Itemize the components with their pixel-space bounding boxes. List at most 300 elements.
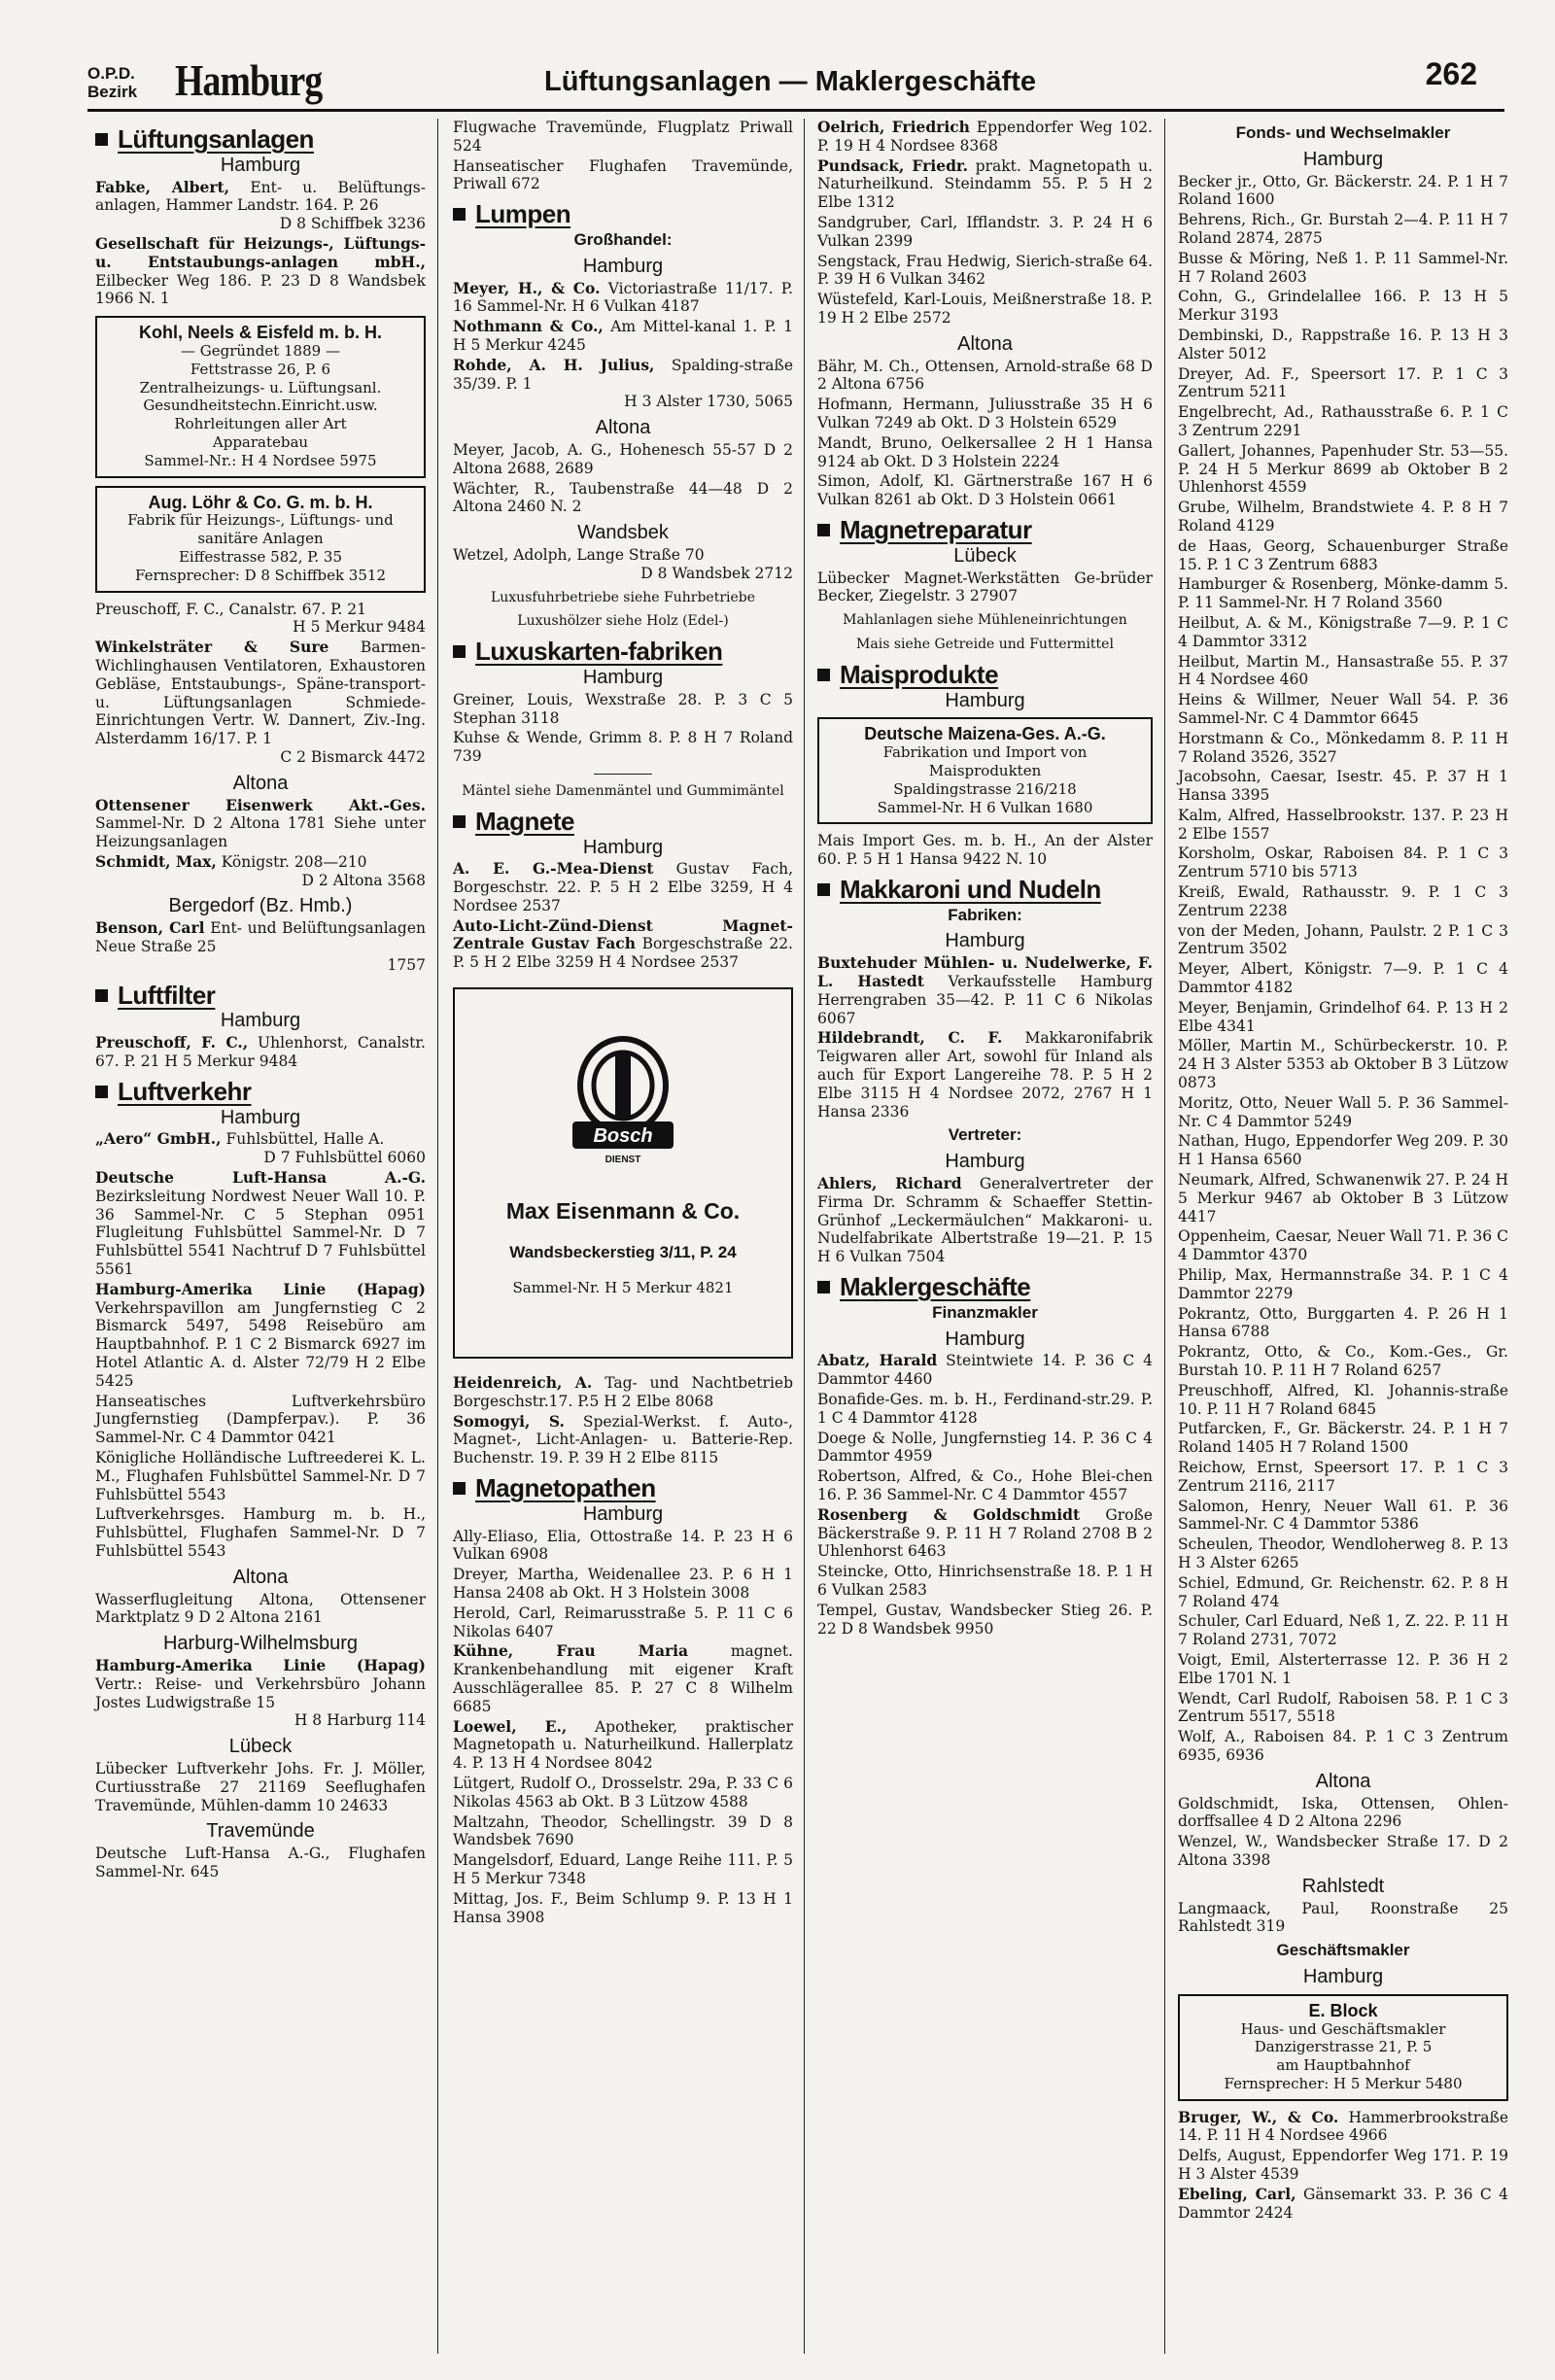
listing-entry (453, 860, 793, 914)
entry-text: Verkaufsstelle Hamburg Herrengraben 35—42. P. 11 C 6 Nikolas 6067 (817, 973, 1153, 1027)
entry-name: A. E. G.-Mea-Dienst (453, 859, 654, 879)
section-bullet (817, 1281, 830, 1293)
entry-text: Apotheker, praktischer Magnetopath u. Naturheilkund. Hallerplatz 4. P. 13 H 4 Nordsee 8042 (453, 1717, 793, 1773)
cross-reference: Mäntel siehe Damenmäntel und Gummimäntel (462, 782, 784, 799)
section-bullet (453, 1482, 466, 1495)
entry-text: Preuschoff, F. C., Canalstr. 67. P. 21 (95, 600, 367, 618)
entry-name: Benson, Carl (95, 918, 205, 938)
entry-text: Mittag, Jos. F., Beim Schlump 9. P. 13 H 1 Hansa 3908 (453, 1889, 793, 1926)
entry-text: magnet. Krankenbehandlung mit eigener Kraft Ausschlägerallee 85. P. 27 C 8 Wilhelm 6685 (453, 1642, 793, 1715)
section-title: Luxuskarten-fabriken (475, 637, 723, 667)
entry-name: Kühne, Frau Maria (453, 1641, 689, 1661)
listing-entry (817, 291, 1153, 328)
entry-text: Horstmann & Co., Mönkedamm 8. P. 11 H 7 Roland 3526, 3527 (1178, 729, 1508, 766)
entry-text: Greiner, Louis, Wexstraße 28. P. 3 C 5 Stephan 3118 (453, 690, 793, 727)
entry-text: Spezial-Werkst. f. Auto-, Magnet-, Licht-Anlagen- u. Batterie-Rep. Buchenstr. 19. P. 39 H 2 Elbe 8115 (453, 1412, 794, 1467)
city-heading: Hamburg (220, 1010, 301, 1032)
entry-name: Ebeling, Carl, (1178, 2184, 1296, 2203)
entry-text: Kreiß, Ewald, Rathausstr. 9. P. 1 C 3 Zentrum 2238 (1178, 883, 1508, 919)
ad-company-name: Deutsche Maizena-Ges. A.-G. (864, 724, 1106, 744)
entry-text: Schuler, Carl Eduard, Neß 1, Z. 22. P. 11 H 7 Roland 2731, 7072 (1178, 1612, 1508, 1649)
advertisement-box (1178, 1994, 1508, 2101)
entry-phone: H 3 Alster 1730, 5065 (624, 393, 793, 411)
entry-text: Lübecker Luftverkehr Johs. Fr. J. Möller, Curtiusstraße 27 21169 Seeflughafen Travemünde, Mühlen-damm 10 24633 (95, 1759, 426, 1814)
listing-entry (453, 691, 793, 728)
divider-rule (594, 774, 652, 775)
listing-entry (453, 280, 793, 317)
listing-entry (453, 1413, 793, 1467)
city-heading: Hamburg (1302, 148, 1384, 170)
ad-line: Fabrik für Heizungs-, Lüftungs- und sanitäre Anlagen (127, 511, 394, 548)
listing-entry (1178, 1171, 1508, 1225)
entry-text: Eppendorfer Weg 102. P. 19 H 4 Nordsee 8368 (817, 119, 1153, 155)
listing-entry (817, 253, 1153, 290)
section-heading (817, 514, 1153, 544)
entry-text: Steintwiete 14. P. 36 C 4 Dammtor 4460 (817, 1352, 1153, 1389)
page-number: 262 (1425, 56, 1477, 91)
cross-reference: Mais siehe Getreide und Futtermittel (856, 636, 1114, 652)
ad-line: Spaldingstrasse 216/218 (893, 779, 1077, 798)
entry-phone: H 5 Merkur 9484 (293, 618, 426, 637)
entry-name: Pundsack, Friedr. (817, 155, 969, 175)
subheading: Fonds- und Wechselmakler (1235, 123, 1451, 142)
entry-text: Wetzel, Adolph, Lange Straße 70 (453, 545, 705, 564)
listing-entry (453, 480, 793, 517)
column-4 (1178, 119, 1508, 2224)
column-2 (453, 119, 793, 1928)
listing-entry (1178, 442, 1508, 497)
section-heading (95, 124, 426, 154)
entry-name: Gesellschaft für Heizungs-, Lüftungs- u. Entstaubungs-anlagen mbH., (95, 233, 426, 271)
ad-line: Apparatebau (212, 432, 309, 451)
ad-company-name: Aug. Löhr & Co. G. m. b. H. (148, 492, 373, 512)
entry-name: Heidenreich, A. (453, 1373, 593, 1393)
ad-line: Fernsprecher: D 8 Schiffbek 3512 (135, 566, 386, 584)
section-heading (817, 659, 1153, 689)
listing-entry (1178, 1266, 1508, 1303)
entry-text: Gänsemarkt 33. P. 36 C 4 Dammtor 2424 (1178, 2185, 1508, 2222)
column-1 (95, 119, 426, 1883)
listing-entry (817, 434, 1153, 471)
listing-entry (817, 157, 1153, 212)
subheading: Großhandel: (573, 229, 673, 249)
entry-text: Oppenheim, Caesar, Neuer Wall 71. P. 36 C 4 Dammtor 4370 (1178, 1227, 1508, 1264)
section-bullet (453, 645, 466, 658)
listing-entry (95, 1169, 426, 1279)
listing-entry (1178, 1343, 1508, 1380)
listing-entry (1178, 499, 1508, 535)
entry-text: Flugwache Travemünde, Flugplatz Priwall 524 (453, 119, 793, 155)
listing-entry (453, 1528, 793, 1565)
entry-text: Grube, Wilhelm, Brandstwiete 4. P. 8 H 7 Roland 4129 (1178, 499, 1508, 535)
entry-text: Bähr, M. Ch., Ottensen, Arnold-straße 68 D 2 Altona 6756 (817, 357, 1153, 394)
bosch-phone: Sammel-Nr. H 5 Merkur 4821 (512, 1279, 734, 1297)
listing-entry (817, 832, 1153, 869)
bosch-logo-subtext: DIENST (605, 1155, 641, 1166)
listing-entry (1178, 1728, 1508, 1765)
city-heading: Wandsbek (577, 522, 669, 544)
entry-text: Am Mittel-kanal 1. P. 1 H 5 Merkur 4245 (453, 318, 793, 354)
entry-name: Bruger, W., & Co. (1178, 2107, 1339, 2126)
entry-text: Delfs, August, Eppendorfer Weg 171. P. 19 H 3 Alster 4539 (1178, 2147, 1508, 2184)
listing-entry (1178, 807, 1508, 844)
listing-entry (1178, 922, 1508, 959)
listing-entry (1178, 1612, 1508, 1649)
entry-text: Jacobsohn, Caesar, Isestr. 45. P. 37 H 1 Hansa 3395 (1178, 768, 1508, 805)
ad-company-name: E. Block (1308, 2000, 1378, 2020)
listing-entry (453, 1374, 793, 1411)
listing-entry (1178, 1795, 1508, 1832)
listing-entry (817, 358, 1153, 395)
entry-text: Kalm, Alfred, Hasselbrookstr. 137. P. 23 H 2 Elbe 1557 (1178, 806, 1508, 843)
bosch-emblem-icon (565, 1032, 681, 1178)
city-heading: Altona (1315, 1770, 1371, 1792)
entry-name: Abatz, Harald (817, 1351, 938, 1370)
listing-entry (1178, 575, 1508, 612)
city-heading: Bergedorf (Bz. Hmb.) (168, 895, 353, 917)
entry-text: Eilbecker Weg 186. P. 23 D 8 Wandsbek 1966 N. 1 (95, 271, 426, 308)
listing-entry (453, 357, 793, 411)
entry-text: Ent- und Belüftungsanlagen Neue Straße 25 (95, 919, 426, 956)
entry-name: Ottensener Eisenwerk Akt.-Ges. (95, 795, 426, 814)
district-line-1: O.P.D. (87, 64, 135, 83)
ad-line: Eiffestrasse 582, P. 35 (178, 547, 342, 566)
entry-text: Mais Import Ges. m. b. H., An der Alster 60. P. 5 H 1 Hansa 9422 N. 10 (817, 832, 1153, 869)
entry-text: Uhlenhorst, Canalstr. 67. P. 21 H 5 Merkur 9484 (95, 1034, 426, 1071)
section-heading (95, 980, 426, 1010)
listing-entry (817, 214, 1153, 251)
listing-entry (1178, 1900, 1508, 1937)
entry-text: Nathan, Hugo, Eppendorfer Weg 209. P. 30 H 1 Hansa 6560 (1178, 1132, 1508, 1169)
entry-name: Loewel, E., (453, 1716, 568, 1736)
ad-line: Fabrikation und Import von Maisprodukten (882, 743, 1088, 779)
entry-text: Hamburger & Rosenberg, Mönke-damm 5. P. 11 Sammel-Nr. H 7 Roland 3560 (1178, 575, 1508, 612)
listing-entry (1178, 883, 1508, 920)
ad-line: Sammel-Nr. H 6 Vulkan 1680 (877, 798, 1093, 816)
listing-entry (95, 1657, 426, 1730)
city-heading: Travemünde (206, 1820, 315, 1843)
bosch-company-name: Max Eisenmann & Co. (505, 1197, 741, 1224)
listing-entry (1178, 1574, 1508, 1611)
ad-line: Fettstrasse 26, P. 6 (190, 360, 331, 378)
ad-line: am Hauptbahnhof (1276, 2056, 1410, 2075)
entry-text: Wenzel, W., Wandsbecker Straße 17. D 2 Altona 3398 (1178, 1833, 1508, 1869)
entry-text: von der Meden, Johann, Paulstr. 2 P. 1 C 3 Zentrum 3502 (1178, 921, 1508, 958)
section-bullet (95, 133, 108, 146)
listing-entry (1178, 653, 1508, 690)
entry-text: Königliche Holländische Luftreederei K. L. M., Flughafen Fuhlsbüttel Sammel-Nr. D 7 Fuhlsbüttel 5543 (95, 1449, 426, 1503)
listing-entry (95, 235, 426, 308)
section-bullet (817, 669, 830, 681)
listing-entry (1178, 1094, 1508, 1131)
listing-entry (95, 1034, 426, 1071)
entry-text: Hammerbrookstraße 14. P. 11 H 4 Nordsee 4966 (1178, 2108, 1508, 2145)
listing-entry (817, 1467, 1153, 1504)
entry-name: Deutsche Luft-Hansa A.-G. (95, 1168, 426, 1188)
listing-entry (817, 1602, 1153, 1638)
entry-text: Deutsche Luft-Hansa A.-G., Flughafen Sammel-Nr. 645 (95, 1845, 426, 1880)
section-title: Lumpen (475, 199, 571, 229)
listing-entry (1178, 845, 1508, 881)
section-title: Magnetopathen (475, 1473, 656, 1503)
entry-text: Verkehrspavillon am Jungfernstieg C 2 Bismarck 5497, 5498 Reisebüro am Hauptbahnhof. P. 1 C 2 Bismarck 6927 im Hotel Atlantic A. d. Alster 72/79 H 2 Elbe 5425 (95, 1298, 426, 1390)
entry-text: Voigt, Emil, Alsterterrasse 12. P. 36 H 2 Elbe 1701 N. 1 (1178, 1650, 1508, 1687)
entry-text: Generalvertreter der Firma Dr. Schramm & Schaeffer Stettin-Grünhof „Leckermäulchen“ Makkaroni- u. Nudelfabrikate Albertstraße 19—21. P. 15 H 6 Vulkan 7504 (817, 1175, 1153, 1266)
entry-text: Victoriastraße 11/17. P. 16 Sammel-Nr. H 6 Vulkan 4187 (453, 279, 793, 316)
section-heading (453, 199, 793, 229)
entry-name: Schmidt, Max, (95, 851, 217, 871)
listing-entry (453, 1566, 793, 1603)
subheading: Finanzmakler (932, 1302, 1038, 1322)
bosch-advertisement (453, 987, 793, 1359)
advertisement-box (95, 486, 426, 593)
entry-text: Robertson, Alfred, & Co., Hohe Blei-chen 16. P. 36 Sammel-Nr. C 4 Dammtor 4557 (817, 1467, 1153, 1503)
city-heading: Lübeck (953, 544, 1017, 567)
cross-reference: Luxushölzer siehe Holz (Edel-) (517, 613, 729, 630)
entry-text: Moritz, Otto, Neuer Wall 5. P. 36 Sammel-Nr. C 4 Dammtor 5249 (1178, 1093, 1508, 1130)
bosch-address: Wandsbeckerstieg 3/11, P. 24 (509, 1242, 737, 1261)
entry-text: Langmaack, Paul, Roonstraße 25 Rahlstedt 319 (1178, 1899, 1508, 1936)
entry-name: Hamburg-Amerika Linie (Hapag) (95, 1655, 426, 1674)
entry-text: Sandgruber, Carl, Ifflandstr. 3. P. 24 H 6 Vulkan 2399 (817, 213, 1153, 250)
entry-text: Hofmann, Hermann, Juliusstraße 35 H 6 Vulkan 7249 ab Okt. D 3 Holstein 6529 (817, 396, 1153, 431)
entry-text: Cohn, G., Grindelallee 166. P. 13 H 5 Merkur 3193 (1178, 288, 1508, 325)
listing-entry (1178, 537, 1508, 574)
entry-text: Meyer, Benjamin, Grindelhof 64. P. 13 H 2 Elbe 4341 (1178, 998, 1508, 1035)
entry-text: Große Bäckerstraße 9. P. 11 H 7 Roland 2708 B 2 Uhlenhorst 6463 (817, 1505, 1153, 1561)
entry-text: Makkaronifabrik Teigwaren aller Art, sowohl für Inland als auch für Export Langereihe 78. P. 5 H 2 Elbe 3115 H 4 Nordsee 2072, 2767 H 1 Hansa 2336 (817, 1029, 1153, 1121)
entry-text: Kuhse & Wende, Grimm 8. P. 8 H 7 Roland 739 (453, 729, 793, 766)
listing-entry (1178, 1305, 1508, 1342)
listing-entry (1178, 250, 1508, 287)
entry-text: Steincke, Otto, Hinrichsenstraße 18. P. 1 H 6 Vulkan 2583 (817, 1563, 1153, 1599)
entry-name: Auto-Licht-Zünd-Dienst Magnet-Zentrale Gustav Fach (453, 915, 793, 953)
ad-line: Fernsprecher: H 5 Merkur 5480 (1224, 2074, 1463, 2092)
entry-text: Tempel, Gustav, Wandsbecker Stieg 26. P. 22 D 8 Wandsbek 9950 (817, 1601, 1153, 1638)
listing-entry (453, 917, 793, 972)
section-bullet (817, 524, 830, 536)
city-heading: Hamburg (220, 1106, 301, 1128)
advertisement-box (817, 717, 1153, 824)
section-title: Lüftungsanlagen (118, 124, 314, 154)
listing-entry (1178, 1833, 1508, 1870)
entry-text: Behrens, Rich., Gr. Burstah 2—4. P. 11 H 7 Roland 2874, 2875 (1178, 211, 1508, 247)
entry-text: Maltzahn, Theodor, Schellingstr. 39 D 8 Wandsbek 7690 (453, 1812, 793, 1849)
entry-text: Königstr. 208—210 (221, 852, 367, 871)
entry-text: Gustav Fach, Borgeschstr. 22. P. 5 H 2 Elbe 3259, H 4 Nordsee 2537 (453, 860, 793, 914)
listing-entry (1178, 173, 1508, 210)
listing-entry (453, 1851, 793, 1888)
listing-entry (817, 396, 1153, 432)
entry-text: Wächter, R., Taubenstraße 44—48 D 2 Altona 2460 N. 2 (453, 479, 793, 516)
entry-text: Doege & Nolle, Jungfernstieg 14. P. 36 C 4 Dammtor 4959 (817, 1429, 1153, 1466)
city-heading: Hamburg (945, 930, 1025, 952)
listing-entry (1178, 730, 1508, 767)
city-heading: Altona (232, 1566, 289, 1588)
listing-entry (817, 1430, 1153, 1466)
entry-text: Dreyer, Martha, Weidenallee 23. P. 6 H 1 Hansa 2408 ab Okt. H 3 Holstein 3008 (453, 1566, 793, 1603)
entry-phone: D 8 Schiffbek 3236 (279, 215, 426, 233)
listing-entry (817, 472, 1153, 509)
entry-text: Neumark, Alfred, Schwanenwik 27. P. 24 H 5 Merkur 9467 ab Oktober B 3 Lützow 4417 (1178, 1171, 1508, 1225)
cross-reference: Mahlanlagen siehe Mühleneinrichtungen (843, 612, 1127, 629)
section-heading (453, 1473, 793, 1503)
entry-name: Preuschoff, F. C., (95, 1033, 249, 1052)
entry-text: prakt. Magnetopath u. Naturheilkund. Steindamm 55. P. 5 H 2 Elbe 1312 (817, 156, 1153, 212)
column-divider (1164, 119, 1165, 2354)
entry-name: Nothmann & Co., (453, 317, 604, 336)
column-divider (437, 119, 438, 2354)
entry-text: Lütgert, Rudolf O., Drosselstr. 29a, P. 33 C 6 Nikolas 4563 ab Okt. B 3 Lützow 4588 (453, 1775, 793, 1811)
listing-entry (817, 1175, 1153, 1266)
section-title: Luftverkehr (118, 1076, 252, 1106)
listing-entry (1178, 1382, 1508, 1419)
section-heading (817, 1272, 1153, 1302)
entry-text: Vertr.: Reise- und Verkehrsbüro Johann Jostes Ludwigstraße 15 (95, 1674, 426, 1711)
listing-entry (453, 729, 793, 766)
advertisement-box (95, 316, 426, 477)
entry-phone: D 2 Altona 3568 (301, 871, 426, 889)
section-bullet (453, 208, 466, 221)
entry-text: Meyer, Jacob, A. G., Hohenesch 55-57 D 2 Altona 2688, 2689 (453, 440, 793, 477)
entry-name: Somogyi, S. (453, 1411, 565, 1431)
section-heading (95, 1076, 426, 1106)
listing-entry (453, 546, 793, 583)
listing-entry (1178, 365, 1508, 402)
listing-entry (1178, 1227, 1508, 1264)
entry-text: Hanseatisches Luftverkehrsbüro Jungfernstieg (Dampferpav.). P. 36 Sammel-Nr. C 4 Dammtor 0421 (95, 1392, 426, 1447)
entry-text: Borgeschstraße 22. P. 5 H 2 Elbe 3259 H 4 Nordsee 2537 (453, 935, 793, 972)
section-title: Magnete (475, 806, 574, 836)
section-title: Makkaroni und Nudeln (840, 874, 1101, 904)
entry-text: Busse & Möring, Neß 1. P. 11 Sammel-Nr. H 7 Roland 2603 (1178, 249, 1508, 286)
entry-text: Bonafide-Ges. m. b. H., Ferdinand-str.29. P. 1 C 4 Dammtor 4128 (817, 1391, 1153, 1427)
listing-entry (1178, 1132, 1508, 1169)
listing-entry (817, 954, 1153, 1027)
listing-entry (1178, 2147, 1508, 2184)
entry-name: Fabke, Albert, (95, 177, 230, 196)
ad-line: Haus- und Geschäftsmakler (1240, 2019, 1446, 2038)
bosch-logo-text: Bosch (593, 1125, 653, 1148)
entry-text: Meyer, Albert, Königstr. 7—9. P. 1 C 4 Dammtor 4182 (1178, 960, 1508, 997)
district-label (87, 64, 137, 101)
listing-entry (453, 119, 793, 155)
entry-name: Hildebrandt, C. F. (817, 1028, 1003, 1048)
ad-line: Zentralheizungs- u. Lüftungsanl. (139, 378, 382, 397)
ad-line: Gesundheitstechn.Einricht.usw. (143, 397, 378, 415)
entry-text: Preuschhoff, Alfred, Kl. Johannis-straße 10. P. 11 H 7 Roland 6845 (1178, 1381, 1508, 1418)
listing-entry (95, 1130, 426, 1167)
entry-text: Philip, Max, Hermannstraße 34. P. 1 C 4 Dammtor 2279 (1178, 1266, 1508, 1302)
section-bullet (95, 989, 108, 1002)
listing-entry (1178, 327, 1508, 363)
listing-entry (453, 157, 793, 194)
listing-entry (1178, 2109, 1508, 2146)
subheading: Fabriken: (948, 905, 1022, 924)
entry-text: Möller, Martin M., Schürbeckerstr. 10. P. 24 H 3 Alster 5353 ab Oktober B 3 Lützow 0873 (1178, 1037, 1508, 1092)
entry-name: Buxtehuder Mühlen- u. Nudelwerke, F. L. Hastedt (817, 953, 1153, 991)
entry-text: Wasserflugleitung Altona, Ottensener Marktplatz 9 D 2 Altona 2161 (95, 1590, 426, 1627)
bosch-logo (565, 1032, 681, 1183)
listing-entry (1178, 691, 1508, 728)
listing-entry (95, 1845, 426, 1881)
entry-text: Schiel, Edmund, Gr. Reichenstr. 62. P. 8 H 7 Roland 474 (1178, 1573, 1508, 1610)
listing-entry (1178, 1535, 1508, 1572)
entry-text: Wendt, Carl Rudolf, Raboisen 58. P. 1 C 3 Zentrum 5517, 5518 (1178, 1689, 1508, 1726)
listing-entry (1178, 1459, 1508, 1496)
column-3 (817, 119, 1153, 1639)
listing-entry (95, 853, 426, 890)
ad-company-name: Kohl, Neels & Eisfeld m. b. H. (138, 323, 383, 343)
entry-text: Dreyer, Ad. F., Speersort 17. P. 1 C 3 Zentrum 5211 (1178, 364, 1508, 401)
listing-entry (1178, 211, 1508, 248)
entry-text: Dembinski, D., Rappstraße 16. P. 13 H 3 Alster 5012 (1178, 326, 1508, 362)
entry-name: Oelrich, Friedrich (817, 118, 970, 136)
listing-entry (1178, 2186, 1508, 2223)
entry-text: Wüstefeld, Karl-Louis, Meißnerstraße 18. P. 19 H 2 Elbe 2572 (817, 291, 1153, 327)
listing-entry (1178, 768, 1508, 805)
ad-line: Rohrleitungen aller Art (174, 415, 347, 433)
entry-text: Putfarcken, F., Gr. Bäckerstr. 24. P. 1 H 7 Roland 1405 H 7 Roland 1500 (1178, 1420, 1508, 1457)
listing-entry (453, 1775, 793, 1811)
listing-entry (1178, 1651, 1508, 1688)
entry-name: Hamburg-Amerika Linie (Hapag) (95, 1279, 426, 1298)
section-bullet (817, 883, 830, 896)
listing-entry (817, 1391, 1153, 1428)
section-bullet (453, 815, 466, 828)
entry-text: Mandt, Bruno, Oelkersallee 2 H 1 Hansa 9124 ab Okt. D 3 Holstein 2224 (817, 433, 1153, 470)
listing-entry (1178, 614, 1508, 651)
city-heading: Altona (957, 332, 1013, 355)
section-bullet (95, 1086, 108, 1098)
listing-entry (453, 1604, 793, 1641)
entry-text: Heilbut, Martin M., Hansastraße 55. P. 37 H 4 Nordsee 460 (1178, 652, 1508, 689)
city-heading: Harburg-Wilhelmsburg (162, 1633, 359, 1655)
entry-text: Mangelsdorf, Eduard, Lange Reihe 111. P. 5 H 5 Merkur 7348 (453, 1851, 793, 1887)
entry-name: „Aero“ GmbH., (95, 1129, 222, 1149)
city-heading: Altona (595, 417, 651, 439)
listing-entry (453, 1813, 793, 1850)
city-heading: Hamburg (582, 1502, 664, 1525)
entry-text: Bezirksleitung Nordwest Neuer Wall 10. P. 36 Sammel-Nr. C 5 Stephan 0951 Flugleitung Fuhlsbüttel Sammel-Nr. D 7 Fuhlsbüttel 5541 Nachtruf D 7 Fuhlsbüttel 5561 (95, 1187, 426, 1279)
listing-entry (95, 638, 426, 767)
ad-line: Danzigerstrasse 21, P. 5 (1254, 2038, 1433, 2056)
listing-entry (95, 797, 426, 851)
entry-text: Wolf, A., Raboisen 84. P. 1 C 3 Zentrum 6935, 6936 (1178, 1728, 1508, 1764)
listing-entry (817, 569, 1153, 606)
entry-text: Sengstack, Frau Hedwig, Sierich-straße 64. P. 39 H 6 Vulkan 3462 (817, 252, 1153, 289)
entry-text: Becker jr., Otto, Gr. Bäckerstr. 24. P. 1 H 7 Roland 1600 (1178, 172, 1508, 209)
city-heading: Hamburg (582, 255, 664, 277)
listing-entry (95, 1281, 426, 1391)
listing-entry (817, 1506, 1153, 1561)
entry-name: Ahlers, Richard (817, 1174, 962, 1193)
entry-phone: D 8 Wandsbek 2712 (640, 564, 793, 582)
section-title: Magnetreparatur (840, 514, 1032, 544)
ad-line: Sammel-Nr.: H 4 Nordsee 5975 (144, 451, 377, 469)
listing-entry (1178, 1037, 1508, 1091)
entry-text: Salomon, Henry, Neuer Wall 61. P. 36 Sammel-Nr. C 4 Dammtor 5386 (1178, 1497, 1508, 1534)
entry-text: Heilbut, A. & M., Königstraße 7—9. P. 1 C 4 Dammtor 3312 (1178, 613, 1508, 650)
listing-entry (453, 1890, 793, 1927)
listing-entry (453, 1642, 793, 1715)
entry-text: Hanseatischer Flughafen Travemünde, Priwall 672 (453, 156, 793, 193)
entry-text: Lübecker Magnet-Werkstätten Ge-brüder Becker, Ziegelstr. 3 27907 (817, 569, 1153, 605)
listing-entry (95, 1393, 426, 1447)
entry-text: Simon, Adolf, Kl. Gärtnerstraße 167 H 6 Vulkan 8261 ab Okt. D 3 Holstein 0661 (817, 472, 1153, 509)
city-heading: Hamburg (945, 1151, 1025, 1173)
cross-reference: Luxusfuhrbetriebe siehe Fuhrbetriebe (490, 589, 756, 605)
